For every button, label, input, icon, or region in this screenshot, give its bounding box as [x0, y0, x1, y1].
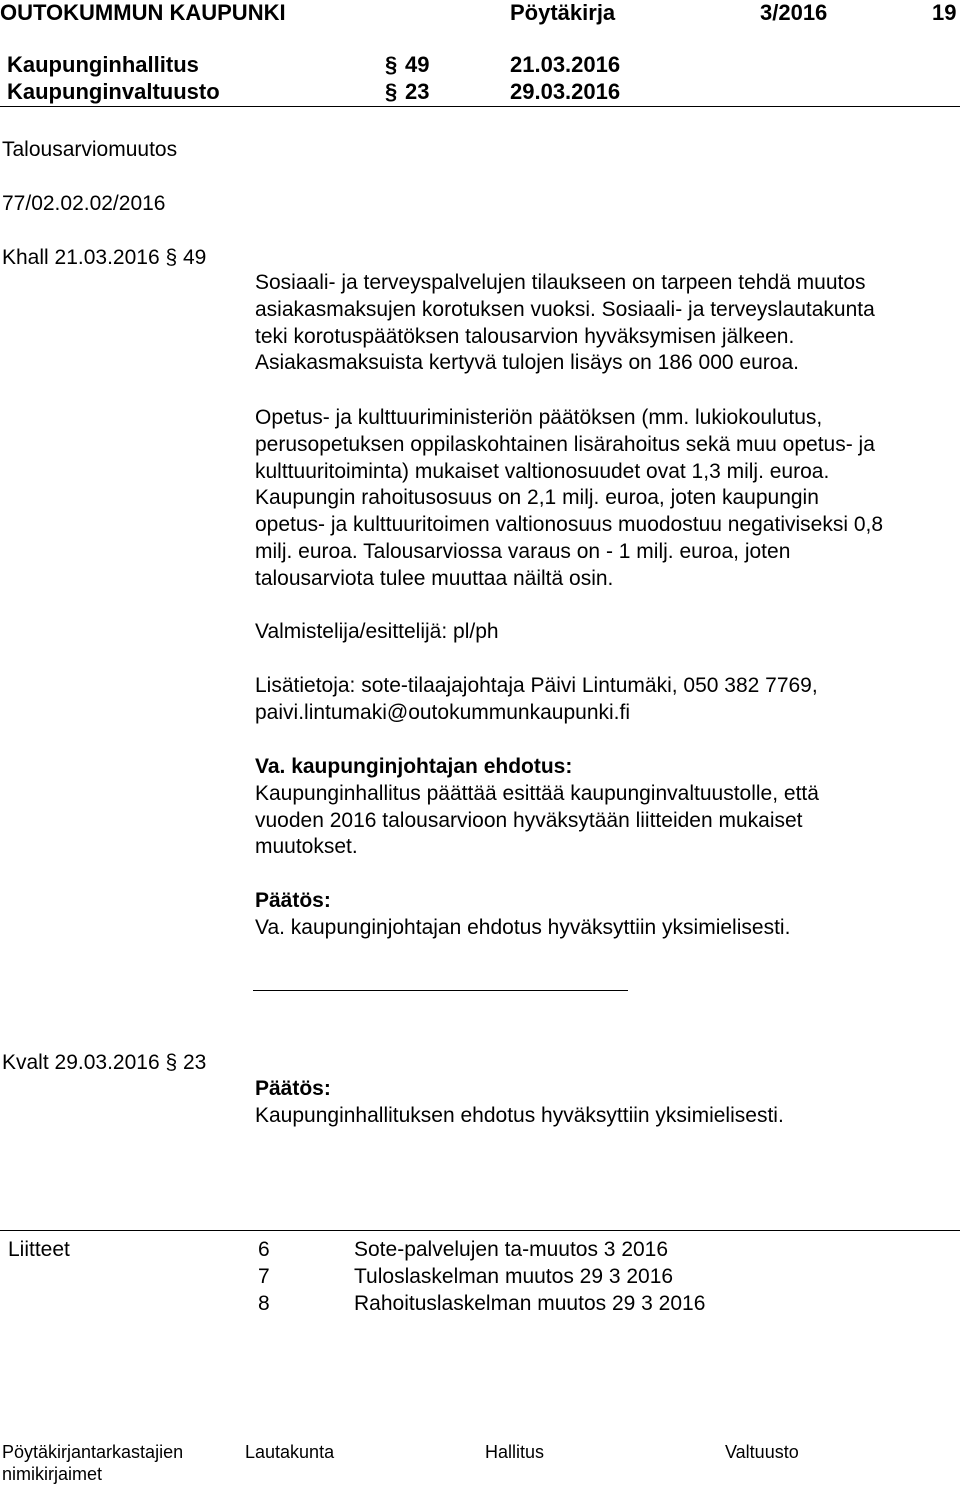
- attachment-title: Tuloslaskelman muutos 29 3 2016: [354, 1265, 674, 1288]
- meeting-date-1: 21.03.2016: [510, 52, 621, 77]
- text-line: Valmistelija/esittelijä: pl/ph: [255, 620, 499, 643]
- text-line: Kaupungin rahoitusosuus on 2,1 milj. euroa, joten kaupungin: [255, 486, 819, 510]
- khall-decision: [255, 888, 955, 942]
- text-line: asiakasmaksujen korotuksen vuoksi. Sosiaali- ja terveyslautakunta: [255, 297, 875, 321]
- section-divider: [253, 990, 628, 991]
- text-line: vuoden 2016 talousarvioon hyväksytään liitteiden mukaiset: [255, 808, 803, 832]
- meeting-body-1: Kaupunginhallitus: [7, 52, 199, 77]
- document-number: 3/2016: [760, 0, 828, 25]
- khall-paragraph-1: [255, 270, 955, 377]
- page-title: Talousarviomuutos: [2, 138, 178, 161]
- city-name: OUTOKUMMUN KAUPUNKI: [0, 0, 286, 25]
- proposal: [255, 754, 955, 861]
- email-text: paivi.lintumaki@outokummunkaupunki.fi: [255, 700, 630, 724]
- text-line: Lisätietoja: sote-tilaajajohtaja Päivi Lintumäki, 050 382 7769,: [255, 674, 818, 697]
- signature-hallitus: Hallitus: [485, 1442, 545, 1462]
- text-line: Kaupunginhallitus päättää esittää kaupunginvaltuustolle, että: [255, 781, 819, 805]
- decision-heading: Päätös:: [255, 889, 331, 912]
- page-number: 19: [932, 0, 957, 25]
- meeting-date-2: 29.03.2016: [510, 79, 621, 104]
- attachment-number: 8: [258, 1292, 270, 1315]
- header-divider: [0, 106, 960, 107]
- section-sign-2: §: [385, 79, 398, 104]
- decision-text: Kaupunginhallituksen ehdotus hyväksyttiin yksimielisesti.: [255, 1103, 784, 1127]
- text-line: Asiakasmaksuista kertyvä tulojen lisäys on 186 000 euroa.: [255, 351, 799, 375]
- signature-label: Pöytäkirjantarkastajien: [2, 1442, 184, 1462]
- attachment-number: 7: [258, 1265, 270, 1288]
- kvalt-label: Kvalt 29.03.2016 § 23: [2, 1051, 207, 1074]
- kvalt-decision: [255, 1076, 955, 1130]
- document-type: Pöytäkirja: [510, 0, 616, 25]
- decision-text: Va. kaupunginjohtajan ehdotus hyväksyttiin yksimielisesti.: [255, 915, 791, 939]
- contact-info: [255, 673, 955, 727]
- text-line: opetus- ja kulttuuritoimen valtionosuus muodostuu negativiseksi 0,8: [255, 513, 884, 537]
- signature-valtuusto: Valtuusto: [725, 1442, 799, 1462]
- attachment-number: 6: [258, 1238, 270, 1261]
- khall-paragraph-2: [255, 405, 955, 593]
- text-line: perusopetuksen oppilaskohtainen lisärahoitus sekä muu opetus- ja: [255, 432, 875, 456]
- meeting-number-1: 49: [405, 52, 430, 77]
- section-sign-1: §: [385, 52, 398, 77]
- text-line: teki korotuspäätöksen talousarvion hyväksymisen jälkeen.: [255, 324, 795, 348]
- signature-lautakunta: Lautakunta: [245, 1442, 335, 1462]
- text-line: milj. euroa. Talousarviossa varaus on - 1 milj. euroa, joten: [255, 539, 791, 563]
- khall-label: Khall 21.03.2016 § 49: [2, 246, 207, 269]
- text-line: kulttuuritoiminta) mukaiset valtionosuudet ovat 1,3 milj. euroa.: [255, 459, 830, 483]
- preparer-line: [255, 619, 955, 646]
- text-line: Sosiaali- ja terveyspalvelujen tilaukseen on tarpeen tehdä muutos: [255, 271, 866, 294]
- attachment-title: Sote-palvelujen ta-muutos 3 2016: [354, 1238, 669, 1261]
- attachments-label: Liitteet: [8, 1238, 70, 1261]
- attachment-title: Rahoituslaskelman muutos 29 3 2016: [354, 1292, 706, 1315]
- signature-label-2: nimikirjaimet: [2, 1464, 103, 1484]
- meeting-body-2: Kaupunginvaltuusto: [7, 79, 220, 104]
- text-line: Opetus- ja kulttuuriministeriön päätöksen (mm. lukiokoulutus,: [255, 406, 823, 429]
- meeting-number-2: 23: [405, 79, 430, 104]
- attachments-divider: [0, 1230, 960, 1231]
- case-reference: 77/02.02.02/2016: [2, 192, 166, 215]
- decision-heading: Päätös:: [255, 1077, 331, 1100]
- proposal-heading: Va. kaupunginjohtajan ehdotus:: [255, 755, 573, 778]
- text-line: talousarviota tulee muuttaa näiltä osin.: [255, 566, 614, 590]
- text-line: muutokset.: [255, 835, 358, 859]
